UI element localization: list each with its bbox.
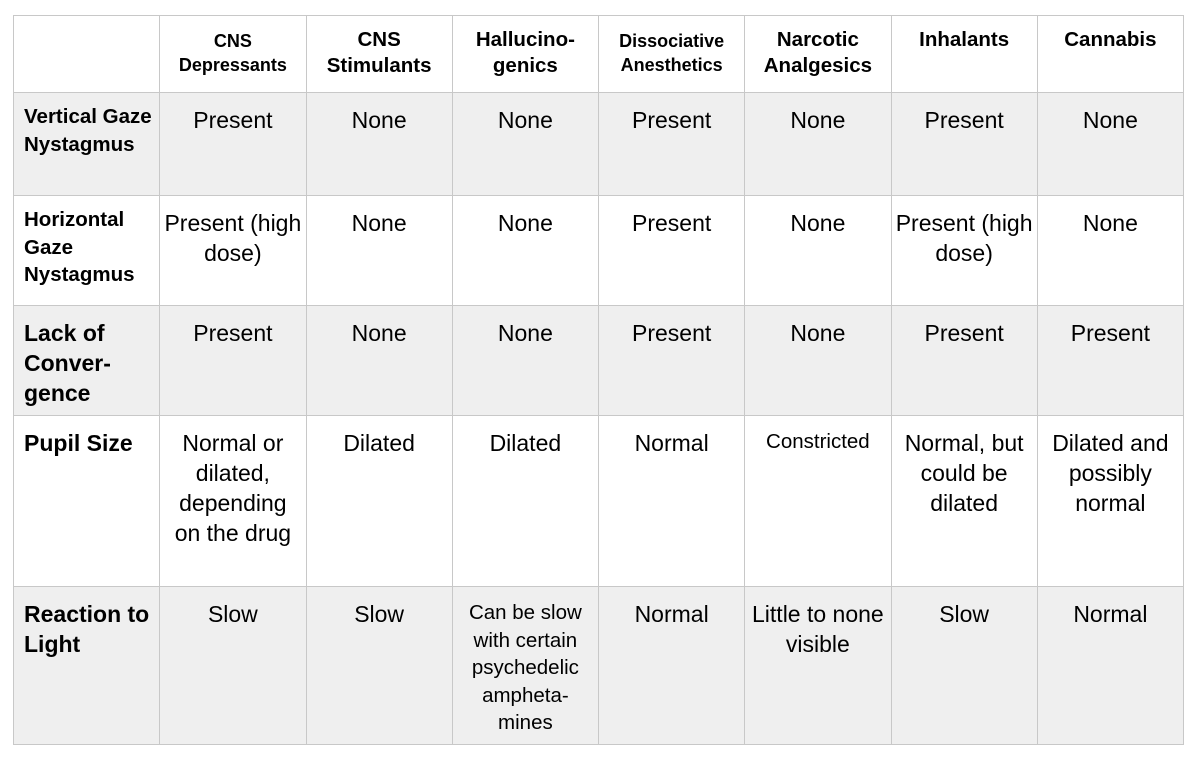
table-cell: Present [599, 93, 745, 196]
table-cell: Present [891, 93, 1037, 196]
header-cannabis: Cannabis [1037, 16, 1183, 93]
row-label-lack-of-convergence: Lack of Conver-gence [14, 306, 160, 416]
drug-category-comparison-table [13, 15, 1184, 745]
table-cell: None [1037, 93, 1183, 196]
table-cell: Normal [599, 587, 745, 745]
table-cell: Present [1037, 306, 1183, 416]
table-cell: None [306, 306, 452, 416]
table-cell: Present (high dose) [891, 196, 1037, 306]
table-cell: Little to none visible [745, 587, 891, 745]
table-cell: Present [599, 196, 745, 306]
header-narcotic-analgesics: Narcotic Analgesics [745, 16, 891, 93]
table-cell: Dilated [306, 416, 452, 587]
table-cell: Normal [1037, 587, 1183, 745]
table-cell: Present [599, 306, 745, 416]
table-row [14, 93, 1184, 196]
table-cell: None [452, 196, 598, 306]
table-row [14, 306, 1184, 416]
table-cell: None [452, 306, 598, 416]
table-cell: Can be slow with certain psychedelic ampheta-mines [452, 587, 598, 745]
table-cell: Dilated and possibly normal [1037, 416, 1183, 587]
table-cell: Dilated [452, 416, 598, 587]
header-hallucinogenics: Hallucino-genics [452, 16, 598, 93]
table-row [14, 196, 1184, 306]
header-row [14, 16, 1184, 93]
table-cell: None [1037, 196, 1183, 306]
table-cell: Present [160, 306, 306, 416]
table-cell: None [306, 93, 452, 196]
header-corner-cell [14, 16, 160, 93]
table-cell: None [745, 196, 891, 306]
table-cell: Slow [160, 587, 306, 745]
table-cell: Slow [891, 587, 1037, 745]
row-label-reaction-to-light: Reaction to Light [14, 587, 160, 745]
table-cell: Constricted [745, 416, 891, 587]
table-cell: Present [160, 93, 306, 196]
row-label-horizontal-gaze-nystagmus: Horizontal Gaze Nystagmus [14, 196, 160, 306]
table-row [14, 416, 1184, 587]
table-cell: Normal, but could be dilated [891, 416, 1037, 587]
table-cell: Normal [599, 416, 745, 587]
header-cns-stimulants: CNS Stimulants [306, 16, 452, 93]
header-cns-depressants: CNS Depressants [160, 16, 306, 93]
table-cell: Slow [306, 587, 452, 745]
table-cell: None [306, 196, 452, 306]
table-row [14, 587, 1184, 745]
header-dissociative-anesthetics: Dissociative Anesthetics [599, 16, 745, 93]
table-cell: Present [891, 306, 1037, 416]
row-label-pupil-size: Pupil Size [14, 416, 160, 587]
table-cell: Present (high dose) [160, 196, 306, 306]
table-cell: None [745, 93, 891, 196]
header-inhalants: Inhalants [891, 16, 1037, 93]
table-cell: Normal or dilated, depending on the drug [160, 416, 306, 587]
table-cell: None [452, 93, 598, 196]
table-cell: None [745, 306, 891, 416]
row-label-vertical-gaze-nystagmus: Vertical Gaze Nystagmus [14, 93, 160, 196]
